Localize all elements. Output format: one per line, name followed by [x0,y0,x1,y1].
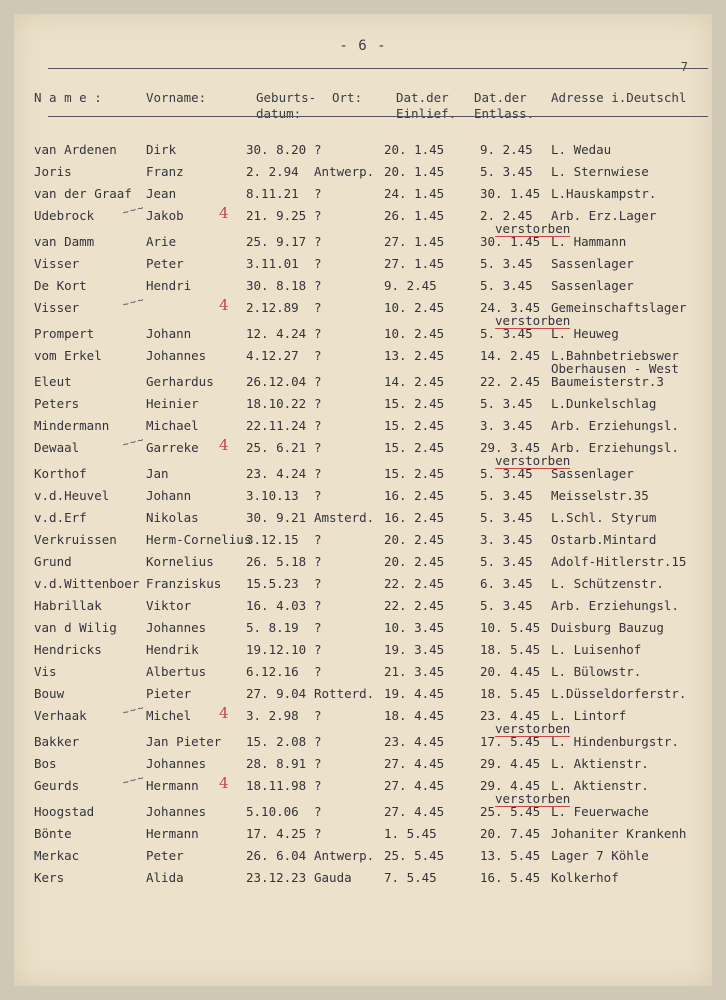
cell-date-out: 18. 5.45 [480,642,541,657]
cell-place: ? [314,186,322,201]
table-row [14,466,712,488]
cell-place: ? [314,664,322,679]
cell-date-out: 5. 3.45 [480,164,533,179]
cell-date-in: 16. 2.45 [384,510,445,525]
cell-address: L.Schl. Styrum [551,510,657,525]
cell-birth-date: 26.12.04 [246,374,307,389]
cell-name: De Kort [34,278,87,293]
cell-address: L. Feuerwache [551,804,649,819]
cell-place: ? [314,234,322,249]
cell-place: ? [314,778,322,793]
header-place: Ort: [332,90,363,105]
red-cross-mark: 4 [219,204,229,222]
cell-date-in: 15. 2.45 [384,418,445,433]
cell-first-name: Franz [146,164,184,179]
red-cross-mark: 4 [219,436,229,454]
cell-address: L. Luisenhof [551,642,642,657]
cell-name: Merkac [34,848,80,863]
cell-date-out: 22. 2.45 [480,374,541,389]
cell-first-name: Kornelius [146,554,214,569]
cell-first-name: Peter [146,256,184,271]
cell-address: Adolf-Hitlerstr.15 [551,554,687,569]
table-row [14,642,712,664]
cell-note: verstorben [495,791,571,806]
cell-date-out: 25. 5.45 [480,804,541,819]
page-number: - 6 - [339,38,387,54]
cell-name: Peters [34,396,80,411]
cell-date-in: 16. 2.45 [384,488,445,503]
cell-place: ? [314,466,322,481]
cell-date-out: 5. 3.45 [480,278,533,293]
cell-first-name: Johannes [146,620,207,635]
header-name: N a m e : [34,90,102,105]
table-row [14,734,712,756]
table-row [14,554,712,576]
cell-date-in: 22. 2.45 [384,576,445,591]
cell-first-name: Gerhardus [146,374,214,389]
cell-date-in: 21. 3.45 [384,664,445,679]
cell-date-out: 10. 5.45 [480,620,541,635]
cell-address: Gemeinschaftslager [551,300,687,315]
cell-first-name: Jan Pieter [146,734,222,749]
table-row [14,703,712,736]
header-rule-bottom [48,116,708,117]
cell-date-out: 18. 5.45 [480,686,541,701]
cell-address: Lager 7 Köhle [551,848,649,863]
table-row [14,848,712,870]
cell-place: ? [314,374,322,389]
cell-place: ? [314,620,322,635]
cell-place: ? [314,396,322,411]
register-table [14,142,712,892]
table-row [14,773,712,806]
cell-first-name: Johannes [146,804,207,819]
cell-note: verstorben [495,221,571,236]
cell-date-in: 10. 2.45 [384,326,445,341]
cell-date-out: 5. 3.45 [480,598,533,613]
cell-place: Rotterd. [314,686,375,701]
table-row [14,142,712,164]
cell-address: Sassenlager [551,278,634,293]
cell-birth-date: 15.5.23 [246,576,299,591]
table-row [14,348,712,374]
cell-birth-date: 16. 4.03 [246,598,307,613]
cell-birth-date: 28. 8.91 [246,756,307,771]
cell-date-out: 29. 4.45 [480,778,541,793]
cell-first-name: Franziskus [146,576,222,591]
cell-place: ? [314,576,322,591]
table-row [14,203,712,236]
cell-birth-date: 4.12.27 [246,348,299,363]
table-row [14,510,712,532]
cell-name: v.d.Heuvel [34,488,110,503]
cell-date-in: 27. 4.45 [384,804,445,819]
cell-first-name: Michael [146,418,199,433]
cell-date-in: 1. 5.45 [384,826,437,841]
cell-name: van Ardenen [34,142,117,157]
cell-place: ? [314,208,322,223]
cell-address: Meisselstr.35 [551,488,649,503]
cell-date-out: 6. 3.45 [480,576,533,591]
cell-address: Arb. Erziehungsl. [551,418,679,433]
cell-name: Prompert [34,326,95,341]
table-row [14,870,712,892]
cell-note: Oberhausen - West [551,361,679,376]
cell-birth-date: 21. 9.25 [246,208,307,223]
cell-birth-date: 22.11.24 [246,418,307,433]
cell-birth-date: 18.11.98 [246,778,307,793]
cell-place: Gauda [314,870,352,885]
red-cross-mark: 4 [219,704,229,722]
table-row [14,664,712,686]
table-row [14,256,712,278]
cell-address: L. Sternwiese [551,164,649,179]
cell-date-out: 20. 7.45 [480,826,541,841]
cell-date-in: 25. 5.45 [384,848,445,863]
cell-date-out: 5. 3.45 [480,554,533,569]
corner-mark: 7 [680,60,688,74]
cell-date-out: 24. 3.45 [480,300,541,315]
cell-birth-date: 25. 6.21 [246,440,307,455]
cell-date-out: 20. 4.45 [480,664,541,679]
cell-address: Ostarb.Mintard [551,532,657,547]
cell-address: L.Dunkelschlag [551,396,657,411]
cell-first-name: Michel [146,708,192,723]
cell-date-out: 5. 3.45 [480,510,533,525]
cell-birth-date: 17. 4.25 [246,826,307,841]
table-row [14,234,712,256]
handwritten-annotation: ~~~ [121,773,146,789]
header-birth-date: Geburts- datum: [256,90,317,121]
cell-address: L. Heuweg [551,326,619,341]
cell-name: Dewaal [34,440,80,455]
cell-date-out: 5. 3.45 [480,326,533,341]
header-address: Adresse i.Deutschl [551,90,687,105]
cell-name: Korthof [34,466,87,481]
cell-date-in: 27. 1.45 [384,256,445,271]
cell-birth-date: 3. 2.98 [246,708,299,723]
cell-date-out: 3. 3.45 [480,418,533,433]
cell-first-name: Heinier [146,396,199,411]
cell-place: ? [314,734,322,749]
cell-first-name: Jean [146,186,177,201]
cell-first-name: Alida [146,870,184,885]
table-row [14,396,712,418]
cell-place: ? [314,756,322,771]
cell-first-name: Albertus [146,664,207,679]
cell-birth-date: 3.12.15 [246,532,299,547]
cell-first-name: Johann [146,488,192,503]
cell-date-in: 13. 2.45 [384,348,445,363]
cell-first-name: Pieter [146,686,192,701]
cell-date-out: 16. 5.45 [480,870,541,885]
cell-place: ? [314,826,322,841]
cell-name: vom Erkel [34,348,102,363]
table-row [14,488,712,510]
cell-first-name: Hendrik [146,642,199,657]
cell-place: ? [314,256,322,271]
cell-date-out: 9. 2.45 [480,142,533,157]
cell-date-in: 19. 3.45 [384,642,445,657]
cell-first-name: Nikolas [146,510,199,525]
cell-name: Kers [34,870,65,885]
table-header [14,90,712,130]
cell-address: L.Hauskampstr. [551,186,657,201]
cell-address: L. Aktienstr. [551,756,649,771]
cell-birth-date: 30. 8.18 [246,278,307,293]
cell-date-out: 30. 1.45 [480,186,541,201]
cell-date-in: 27. 4.45 [384,778,445,793]
cell-address: Arb. Erziehungsl. [551,440,679,455]
cell-note: verstorben [495,313,571,328]
cell-note: verstorben [495,453,571,468]
cell-date-out: 17. 5.45 [480,734,541,749]
cell-place: ? [314,488,322,503]
cell-place: ? [314,348,322,363]
table-row [14,418,712,440]
table-row [14,278,712,300]
cell-first-name: Peter [146,848,184,863]
cell-date-in: 22. 2.45 [384,598,445,613]
cell-address: Sassenlager [551,256,634,271]
cell-first-name: Johann [146,326,192,341]
table-row [14,598,712,620]
cell-name: Bönte [34,826,72,841]
cell-address: L.Bahnbetriebswer [551,348,679,363]
cell-name: Verkruissen [34,532,117,547]
cell-address: L. Wedau [551,142,612,157]
cell-name: van d Wilig [34,620,117,635]
cell-place: ? [314,142,322,157]
cell-date-in: 18. 4.45 [384,708,445,723]
cell-date-in: 19. 4.45 [384,686,445,701]
cell-date-out: 5. 3.45 [480,466,533,481]
cell-birth-date: 5. 8.19 [246,620,299,635]
cell-address: L. Schützenstr. [551,576,664,591]
header-rule-top [48,68,708,69]
document-page [14,14,712,986]
cell-first-name: Johannes [146,756,207,771]
cell-name: Udebrock [34,208,95,223]
cell-name: Hoogstad [34,804,95,819]
cell-date-in: 15. 2.45 [384,440,445,455]
cell-birth-date: 8.11.21 [246,186,299,201]
cell-address: L.Düsseldorferstr. [551,686,687,701]
cell-birth-date: 19.12.10 [246,642,307,657]
cell-date-in: 10. 2.45 [384,300,445,315]
cell-address: L. Aktienstr. [551,778,649,793]
cell-first-name: Viktor [146,598,192,613]
cell-address: Baumeisterstr.3 [551,374,664,389]
table-row [14,186,712,208]
header-date-out: Dat.der Entlass. [474,90,535,121]
cell-birth-date: 18.10.22 [246,396,307,411]
cell-first-name: Herm-Cornelius [146,532,252,547]
header-first-name: Vorname: [146,90,207,105]
cell-birth-date: 5.10.06 [246,804,299,819]
handwritten-annotation: ~~~ [121,295,146,311]
cell-birth-date: 23. 4.24 [246,466,307,481]
cell-place: ? [314,642,322,657]
cell-place: ? [314,300,322,315]
cell-name: Grund [34,554,72,569]
cell-birth-date: 15. 2.08 [246,734,307,749]
table-row [14,620,712,642]
table-row [14,295,712,328]
red-cross-mark: 4 [219,296,229,314]
cell-birth-date: 3.10.13 [246,488,299,503]
handwritten-annotation: ~~~ [121,703,146,719]
cell-birth-date: 3.11.01 [246,256,299,271]
cell-address: Johaniter Krankenh [551,826,687,841]
cell-name: Geurds [34,778,80,793]
cell-date-in: 20. 2.45 [384,554,445,569]
table-row [14,532,712,554]
table-row [14,326,712,348]
cell-birth-date: 27. 9.04 [246,686,307,701]
cell-place: ? [314,804,322,819]
cell-birth-date: 2.12.89 [246,300,299,315]
table-row [14,576,712,598]
cell-date-in: 9. 2.45 [384,278,437,293]
cell-first-name: Dirk [146,142,177,157]
cell-date-in: 10. 3.45 [384,620,445,635]
cell-name: Visser [34,256,80,271]
cell-place: ? [314,440,322,455]
cell-date-out: 5. 3.45 [480,488,533,503]
cell-birth-date: 26. 5.18 [246,554,307,569]
cell-birth-date: 2. 2.94 [246,164,299,179]
cell-place: Antwerp. [314,848,375,863]
cell-birth-date: 30. 8.20 [246,142,307,157]
cell-date-out: 23. 4.45 [480,708,541,723]
cell-date-in: 20. 2.45 [384,532,445,547]
cell-address: L. Bülowstr. [551,664,642,679]
cell-date-in: 7. 5.45 [384,870,437,885]
cell-place: ? [314,278,322,293]
cell-date-in: 23. 4.45 [384,734,445,749]
cell-address: L. Lintorf [551,708,627,723]
cell-first-name: Arie [146,234,177,249]
cell-name: Vis [34,664,57,679]
cell-address: Sassenlager [551,466,634,481]
cell-date-in: 26. 1.45 [384,208,445,223]
cell-date-in: 27. 4.45 [384,756,445,771]
cell-date-in: 20. 1.45 [384,164,445,179]
cell-address: Arb. Erz.Lager [551,208,657,223]
cell-date-in: 27. 1.45 [384,234,445,249]
cell-date-out: 5. 3.45 [480,396,533,411]
table-row [14,804,712,826]
cell-date-in: 15. 2.45 [384,396,445,411]
cell-first-name: Hermann [146,778,199,793]
cell-date-in: 14. 2.45 [384,374,445,389]
table-row [14,435,712,468]
handwritten-annotation: ~~~ [121,203,146,219]
cell-first-name: Hendri [146,278,192,293]
cell-place: ? [314,418,322,433]
cell-birth-date: 26. 6.04 [246,848,307,863]
cell-birth-date: 30. 9.21 [246,510,307,525]
cell-name: Bakker [34,734,80,749]
cell-place: ? [314,532,322,547]
cell-date-out: 29. 3.45 [480,440,541,455]
table-row [14,164,712,186]
cell-address: Arb. Erziehungsl. [551,598,679,613]
cell-name: Habrillak [34,598,102,613]
cell-address: Duisburg Bauzug [551,620,664,635]
cell-name: Eleut [34,374,72,389]
cell-name: v.d.Wittenboer [34,576,140,591]
cell-birth-date: 6.12.16 [246,664,299,679]
table-row [14,756,712,778]
cell-first-name: Johannes [146,348,207,363]
cell-date-in: 24. 1.45 [384,186,445,201]
handwritten-annotation: ~~~ [121,435,146,451]
cell-first-name: Jan [146,466,169,481]
cell-date-out: 3. 3.45 [480,532,533,547]
cell-name: Verhaak [34,708,87,723]
table-row [14,686,712,708]
cell-birth-date: 23.12.23 [246,870,307,885]
cell-birth-date: 12. 4.24 [246,326,307,341]
cell-date-out: 29. 4.45 [480,756,541,771]
cell-address: Kolkerhof [551,870,619,885]
cell-address: L. Hammann [551,234,627,249]
cell-place: ? [314,708,322,723]
cell-first-name: Jakob [146,208,184,223]
cell-date-in: 20. 1.45 [384,142,445,157]
cell-name: Joris [34,164,72,179]
table-row [14,826,712,848]
cell-date-in: 15. 2.45 [384,466,445,481]
header-date-in: Dat.der Einlief. [396,90,457,121]
cell-name: Bouw [34,686,65,701]
cell-date-out: 2. 2.45 [480,208,533,223]
cell-name: v.d.Erf [34,510,87,525]
cell-date-out: 13. 5.45 [480,848,541,863]
cell-name: Mindermann [34,418,110,433]
cell-date-out: 14. 2.45 [480,348,541,363]
cell-place: Antwerp. [314,164,375,179]
cell-place: Amsterd. [314,510,375,525]
table-row [14,374,712,396]
cell-place: ? [314,598,322,613]
red-cross-mark: 4 [219,774,229,792]
cell-name: Hendricks [34,642,102,657]
cell-birth-date: 25. 9.17 [246,234,307,249]
cell-name: van der Graaf [34,186,132,201]
cell-name: van Damm [34,234,95,249]
cell-place: ? [314,554,322,569]
cell-address: L. Hindenburgstr. [551,734,679,749]
cell-date-out: 30. 1.45 [480,234,541,249]
cell-note: verstorben [495,721,571,736]
cell-place: ? [314,326,322,341]
cell-name: Visser [34,300,80,315]
cell-date-out: 5. 3.45 [480,256,533,271]
cell-first-name: Hermann [146,826,199,841]
cell-first-name: Garreke [146,440,199,455]
cell-name: Bos [34,756,57,771]
